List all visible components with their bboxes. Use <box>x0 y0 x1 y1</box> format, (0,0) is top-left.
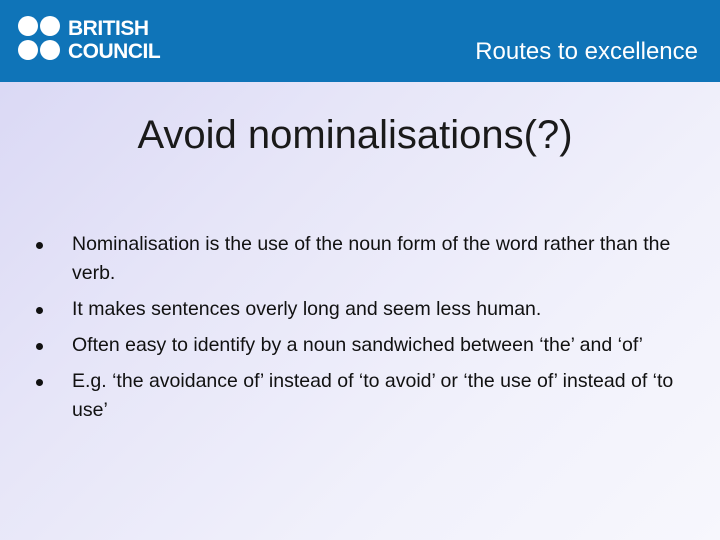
logo-line-council: COUNCIL <box>68 40 161 63</box>
logo-dot <box>40 16 60 36</box>
logo-dot <box>40 40 60 60</box>
bullet-item <box>36 367 676 425</box>
british-council-logo <box>18 16 178 66</box>
bullet-marker-icon <box>36 242 43 249</box>
logo-dots-icon <box>18 16 62 64</box>
slide-title: Avoid nominalisations(?) <box>137 113 573 157</box>
bullet-marker-icon <box>36 379 43 386</box>
bullet-marker-icon <box>36 343 43 350</box>
logo-dot <box>18 40 38 60</box>
logo-wordmark <box>68 17 160 63</box>
bullet-text: It makes sentences overly long and seem less human. <box>72 298 542 320</box>
logo-dot <box>18 16 38 36</box>
logo-line-british: BRITISH <box>68 17 149 40</box>
bullet-text: E.g. ‘the avoidance of’ instead of ‘to avoid’ or ‘the use of’ instead of ‘to use’ <box>72 370 674 421</box>
bullet-item <box>36 295 676 324</box>
bullet-text: Often easy to identify by a noun sandwiched between ‘the’ and ‘of’ <box>72 334 643 356</box>
bullet-marker-icon <box>36 307 43 314</box>
bullet-list <box>36 230 676 432</box>
bullet-item <box>36 331 676 360</box>
header-bar <box>0 0 720 82</box>
bullet-text: Nominalisation is the use of the noun form of the word rather than the verb. <box>72 233 671 284</box>
tagline: Routes to excellence <box>475 38 698 65</box>
bullet-item <box>36 230 676 288</box>
